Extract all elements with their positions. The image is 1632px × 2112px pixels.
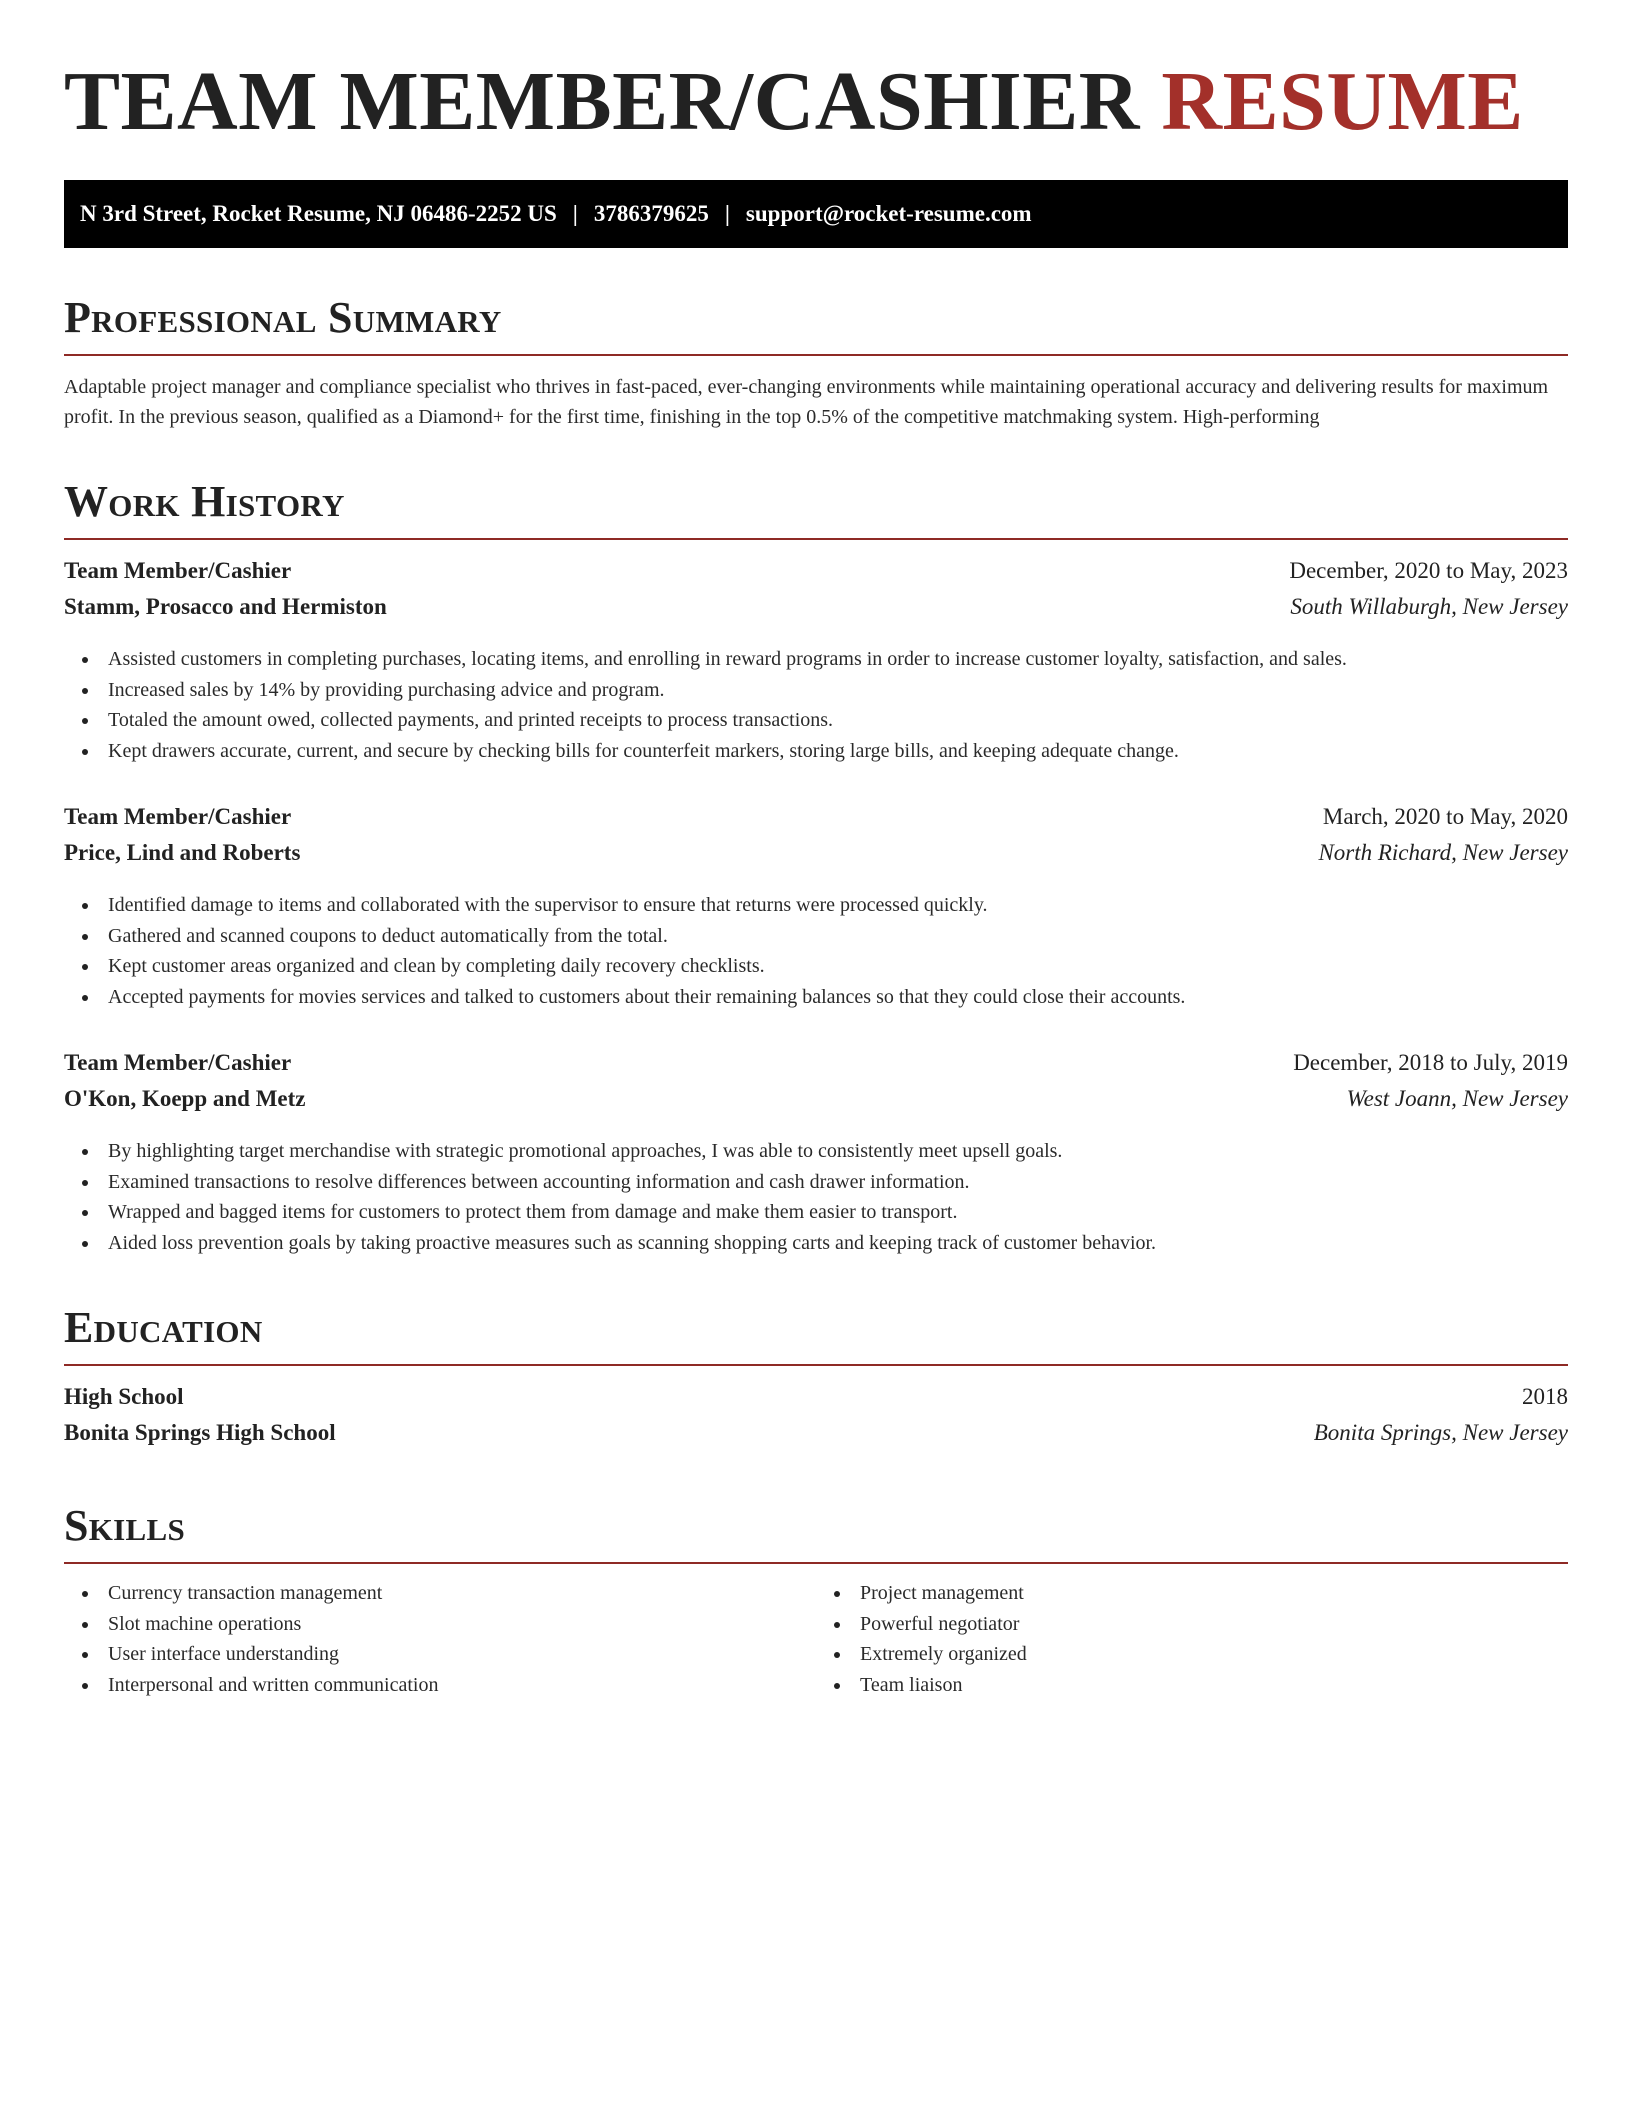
section-divider	[64, 1364, 1568, 1366]
job-bullet: Increased sales by 14% by providing purchasing advice and program.	[108, 675, 1568, 706]
skill-item: Interpersonal and written communication	[108, 1670, 816, 1701]
contact-bar	[64, 180, 1568, 248]
skill-item: Currency transaction management	[108, 1578, 816, 1609]
job-bullet: Kept customer areas organized and clean by completing daily recovery checklists.	[108, 951, 1568, 982]
skill-item: User interface understanding	[108, 1639, 816, 1670]
education-school: Bonita Springs High School	[64, 1420, 336, 1445]
job-bullet: Totaled the amount owed, collected payments, and printed receipts to process transactions.	[108, 705, 1568, 736]
contact-email: support@rocket-resume.com	[745, 201, 1032, 226]
section-divider	[64, 538, 1568, 540]
job-bullet: Assisted customers in completing purchases, locating items, and enrolling in reward programs in order to increase customer loyalty, satisfaction, and sales.	[108, 644, 1568, 675]
skill-item: Extremely organized	[860, 1639, 1568, 1670]
skill-item: Powerful negotiator	[860, 1609, 1568, 1640]
job-bullet: Kept drawers accurate, current, and secure by checking bills for counterfeit markers, storing large bills, and keeping adequate change.	[108, 736, 1568, 767]
skill-item: Slot machine operations	[108, 1609, 816, 1640]
job-entry	[64, 804, 1568, 1012]
job-entry	[64, 558, 1568, 766]
job-bullet: Identified damage to items and collaborated with the supervisor to ensure that returns were processed quickly.	[108, 890, 1568, 921]
job-bullet: Aided loss prevention goals by taking proactive measures such as scanning shopping carts and keeping track of customer behavior.	[108, 1228, 1568, 1259]
job-title: Team Member/Cashier	[64, 1050, 292, 1075]
job-company: Stamm, Prosacco and Hermiston	[64, 594, 387, 619]
job-bullet: Examined transactions to resolve differences between accounting information and cash drawer information.	[108, 1167, 1568, 1198]
job-header-row	[64, 558, 1568, 594]
job-location: North Richard, New Jersey	[1318, 840, 1568, 865]
section-heading-skills: Skills	[64, 1501, 186, 1550]
job-company-row	[64, 840, 1568, 876]
job-company: O'Kon, Koepp and Metz	[64, 1086, 306, 1111]
job-entry	[64, 1050, 1568, 1258]
job-company-row	[64, 1086, 1568, 1122]
skills-grid	[64, 1578, 1568, 1700]
job-bullet: Accepted payments for movies services and talked to customers about their remaining balances so that they could close their accounts.	[108, 982, 1568, 1013]
section-heading-summary: Professional Summary	[64, 293, 502, 342]
skill-item: Project management	[860, 1578, 1568, 1609]
contact-separator: |	[572, 201, 578, 226]
section-heading-education: Education	[64, 1303, 263, 1352]
job-bullet-list	[64, 890, 1568, 1012]
job-company: Price, Lind and Roberts	[64, 840, 301, 865]
education-year: 2018	[1522, 1384, 1568, 1409]
job-company-row	[64, 594, 1568, 630]
contact-separator: |	[724, 201, 730, 226]
job-title: Team Member/Cashier	[64, 558, 292, 583]
section-heading-work-history: Work History	[64, 477, 345, 526]
job-location: West Joann, New Jersey	[1346, 1086, 1568, 1111]
contact-address: N 3rd Street, Rocket Resume, NJ 06486-2252 US	[80, 201, 557, 226]
job-bullet-list	[64, 1136, 1568, 1258]
education-degree: High School	[64, 1384, 184, 1409]
contact-phone: 3786379625	[593, 201, 709, 226]
section-divider	[64, 354, 1568, 356]
job-dates: December, 2020 to May, 2023	[1289, 558, 1568, 583]
education-location: Bonita Springs, New Jersey	[1313, 1420, 1568, 1445]
resume-title	[64, 52, 1568, 152]
job-title: Team Member/Cashier	[64, 804, 292, 829]
job-bullet: By highlighting target merchandise with strategic promotional approaches, I was able to consistently meet upsell goals.	[108, 1136, 1568, 1167]
job-bullet: Wrapped and bagged items for customers to protect them from damage and make them easier to transport.	[108, 1197, 1568, 1228]
section-divider	[64, 1562, 1568, 1564]
job-bullet-list	[64, 644, 1568, 766]
job-location: South Willaburgh, New Jersey	[1290, 594, 1568, 619]
job-dates: December, 2018 to July, 2019	[1293, 1050, 1568, 1075]
education-header-row	[64, 1384, 1568, 1420]
skill-item: Team liaison	[860, 1670, 1568, 1701]
education-entry	[64, 1384, 1568, 1456]
job-bullet: Gathered and scanned coupons to deduct automatically from the total.	[108, 921, 1568, 952]
summary-text: Adaptable project manager and compliance specialist who thrives in fast-paced, ever-changing environments while maintaining operational accuracy and delivering results for maximum profit. In the previous season, qualified as a Diamond+ for the first time, finishing in the top 0.5% of the competitive matchmaking system. High-performing	[64, 376, 1549, 428]
job-header-row	[64, 804, 1568, 840]
title-accent: RESUME	[1161, 55, 1524, 148]
title-main: TEAM MEMBER/CASHIER	[64, 55, 1140, 148]
job-header-row	[64, 1050, 1568, 1086]
skills-list-left	[64, 1578, 816, 1700]
skills-list-right	[816, 1578, 1568, 1700]
job-dates: March, 2020 to May, 2020	[1322, 804, 1568, 829]
education-school-row	[64, 1420, 1568, 1456]
